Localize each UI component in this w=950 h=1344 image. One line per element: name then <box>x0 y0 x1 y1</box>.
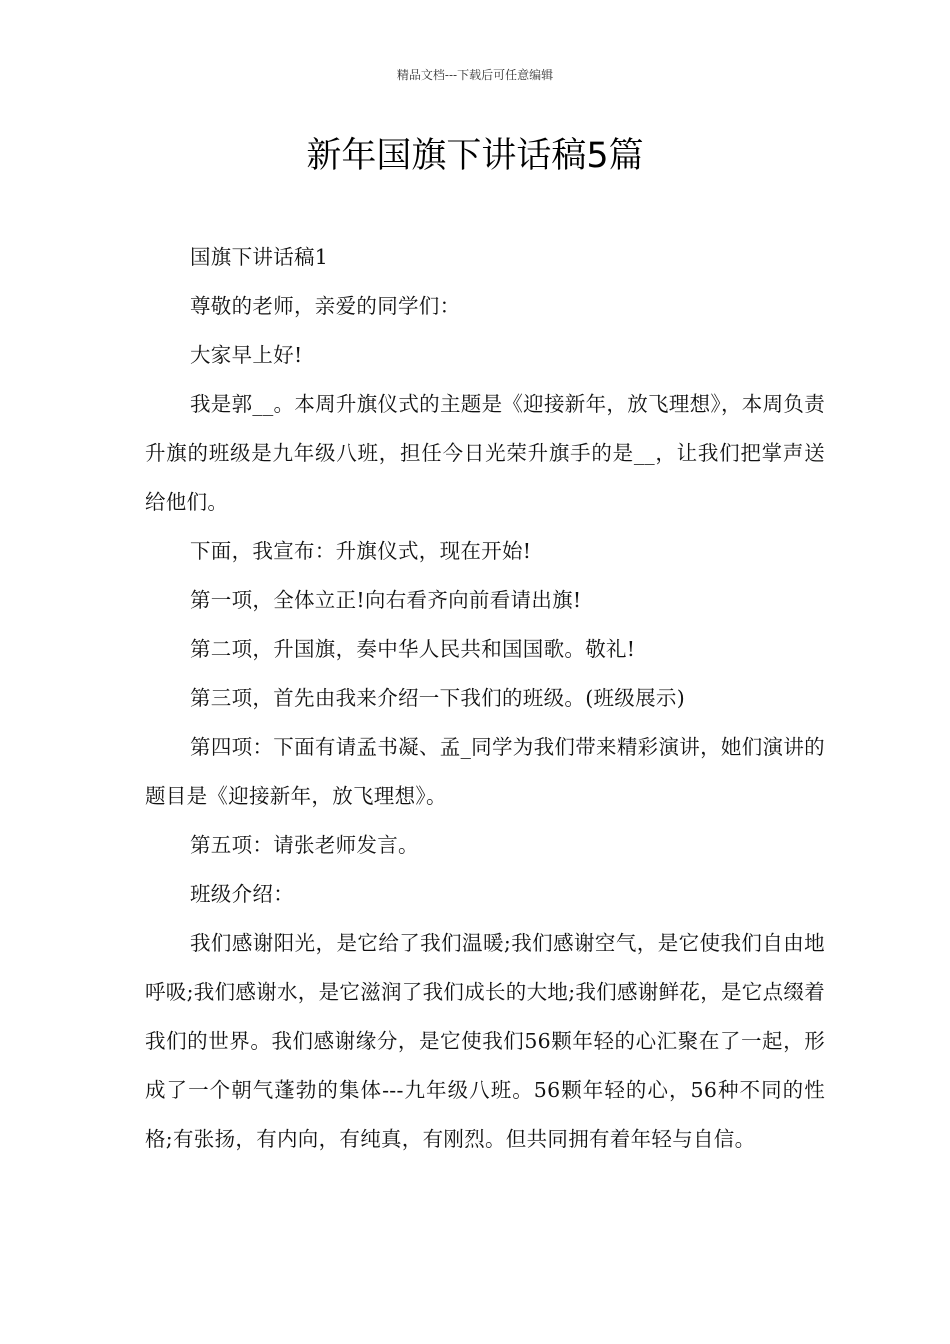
page-header-note: 精品文档---下载后可任意编辑 <box>396 68 554 82</box>
greeting: 大家早上好! <box>190 343 303 367</box>
paragraph: 第三项，首先由我来介绍一下我们的班级。(班级展示) <box>190 686 685 710</box>
paragraph: 我是郭__。本周升旗仪式的主题是《迎接新年，放飞理想》，本周负责升旗的班级是九年级八班，担任今日光荣升旗手的是__，让我们把掌声送给他们。 <box>145 392 825 514</box>
paragraph: 第四项：下面有请孟书凝、孟_同学为我们带来精彩演讲，她们演讲的题目是《迎接新年，放飞理想》。 <box>145 735 825 808</box>
paragraph: 第五项：请张老师发言。 <box>190 833 419 857</box>
paragraph: 班级介绍： <box>190 882 294 906</box>
paragraph: 下面，我宣布：升旗仪式，现在开始! <box>190 539 532 563</box>
salutation: 尊敬的老师，亲爱的同学们： <box>190 294 461 318</box>
document-title: 新年国旗下讲话稿5篇 <box>306 136 644 176</box>
paragraph: 第二项，升国旗，奏中华人民共和国国歌。敬礼! <box>190 637 636 661</box>
paragraph: 我们感谢阳光，是它给了我们温暖;我们感谢空气，是它使我们自由地呼吸;我们感谢水，是它滋润了我们成长的大地;我们感谢鲜花，是它点缀着我们的世界。我们感谢缘分，是它使我们56颗年轻的心汇聚在了一起，形成了一个朝气蓬勃的集体---九年级八班。56颗年轻的心，56种不同的性格;有张扬，有内向，有纯真，有刚烈。但共同拥有着年轻与自信。 <box>145 931 826 1151</box>
document-body <box>145 233 825 1164</box>
section-heading: 国旗下讲话稿1 <box>190 245 329 269</box>
paragraph: 第一项，全体立正!向右看齐向前看请出旗! <box>190 588 582 612</box>
